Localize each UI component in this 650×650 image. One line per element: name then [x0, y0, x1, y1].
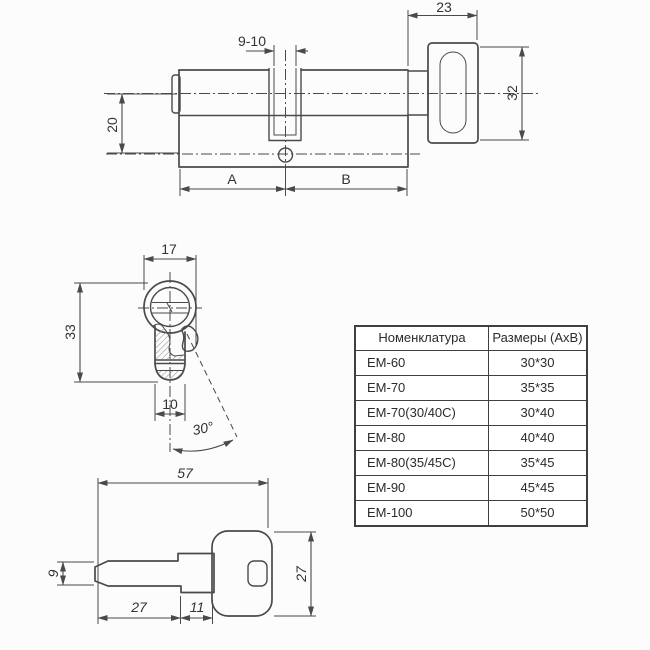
dim-label-thumbturn-height: 32 — [504, 85, 520, 101]
table-header-row — [355, 326, 587, 351]
size-cell: 50*50 — [489, 501, 588, 527]
section-hatch-cap — [157, 371, 184, 380]
table-row — [355, 351, 587, 376]
dim-label-cam-width: 9-10 — [237, 33, 267, 49]
table-row — [355, 401, 587, 426]
dim-label-key-length: 57 — [177, 465, 193, 481]
header-nomenclature: Номенклатура — [355, 326, 489, 351]
nomenclature-cell: EM-100 — [355, 501, 489, 527]
nomenclature-cell: EM-60 — [355, 351, 489, 376]
key-drawing — [45, 465, 316, 624]
size-cell: 40*40 — [489, 426, 588, 451]
key-bow-hole — [248, 561, 267, 586]
dim-label-blade-length: 27 — [131, 599, 147, 615]
dim-label-blade-height: 9 — [45, 569, 61, 578]
cylinder-side-view — [104, 0, 540, 196]
header-sizes: Размеры (АхВ) — [489, 326, 588, 351]
size-cell: 35*45 — [489, 451, 588, 476]
table-row — [355, 451, 587, 476]
cylinder-section-view — [62, 241, 237, 452]
nomenclature-cell: EM-90 — [355, 476, 489, 501]
dim-label-a: A — [227, 171, 237, 187]
dim-label-b: B — [341, 171, 351, 187]
dim-label-thumbturn-width: 23 — [436, 0, 452, 15]
key-blade — [95, 554, 214, 593]
key-bow — [212, 531, 272, 616]
dim-label-shoulder-length: 11 — [189, 599, 205, 615]
dim-label-axis-offset: 20 — [104, 117, 120, 133]
table-row — [355, 476, 587, 501]
size-cell: 30*30 — [489, 351, 588, 376]
dim-label-cam-angle: 30° — [190, 418, 215, 439]
nomenclature-cell: EM-80(35/45C) — [355, 451, 489, 476]
table-row — [355, 501, 587, 527]
spec-table — [354, 325, 588, 527]
dim-label-section-width: 17 — [161, 241, 177, 257]
dim-label-foot-width: 10 — [162, 396, 178, 412]
size-cell: 45*45 — [489, 476, 588, 501]
thumbturn-grip-oval — [440, 52, 466, 133]
nomenclature-cell: EM-70 — [355, 376, 489, 401]
cylinder-body-outline — [179, 70, 408, 167]
table-row — [355, 376, 587, 401]
cam-angle-arc — [173, 440, 233, 451]
table-row — [355, 426, 587, 451]
nomenclature-cell: EM-70(30/40C) — [355, 401, 489, 426]
size-cell: 35*35 — [489, 376, 588, 401]
dim-label-section-height: 33 — [62, 324, 78, 340]
size-cell: 30*40 — [489, 401, 588, 426]
dim-label-bow-height: 27 — [293, 566, 309, 582]
nomenclature-cell: EM-80 — [355, 426, 489, 451]
